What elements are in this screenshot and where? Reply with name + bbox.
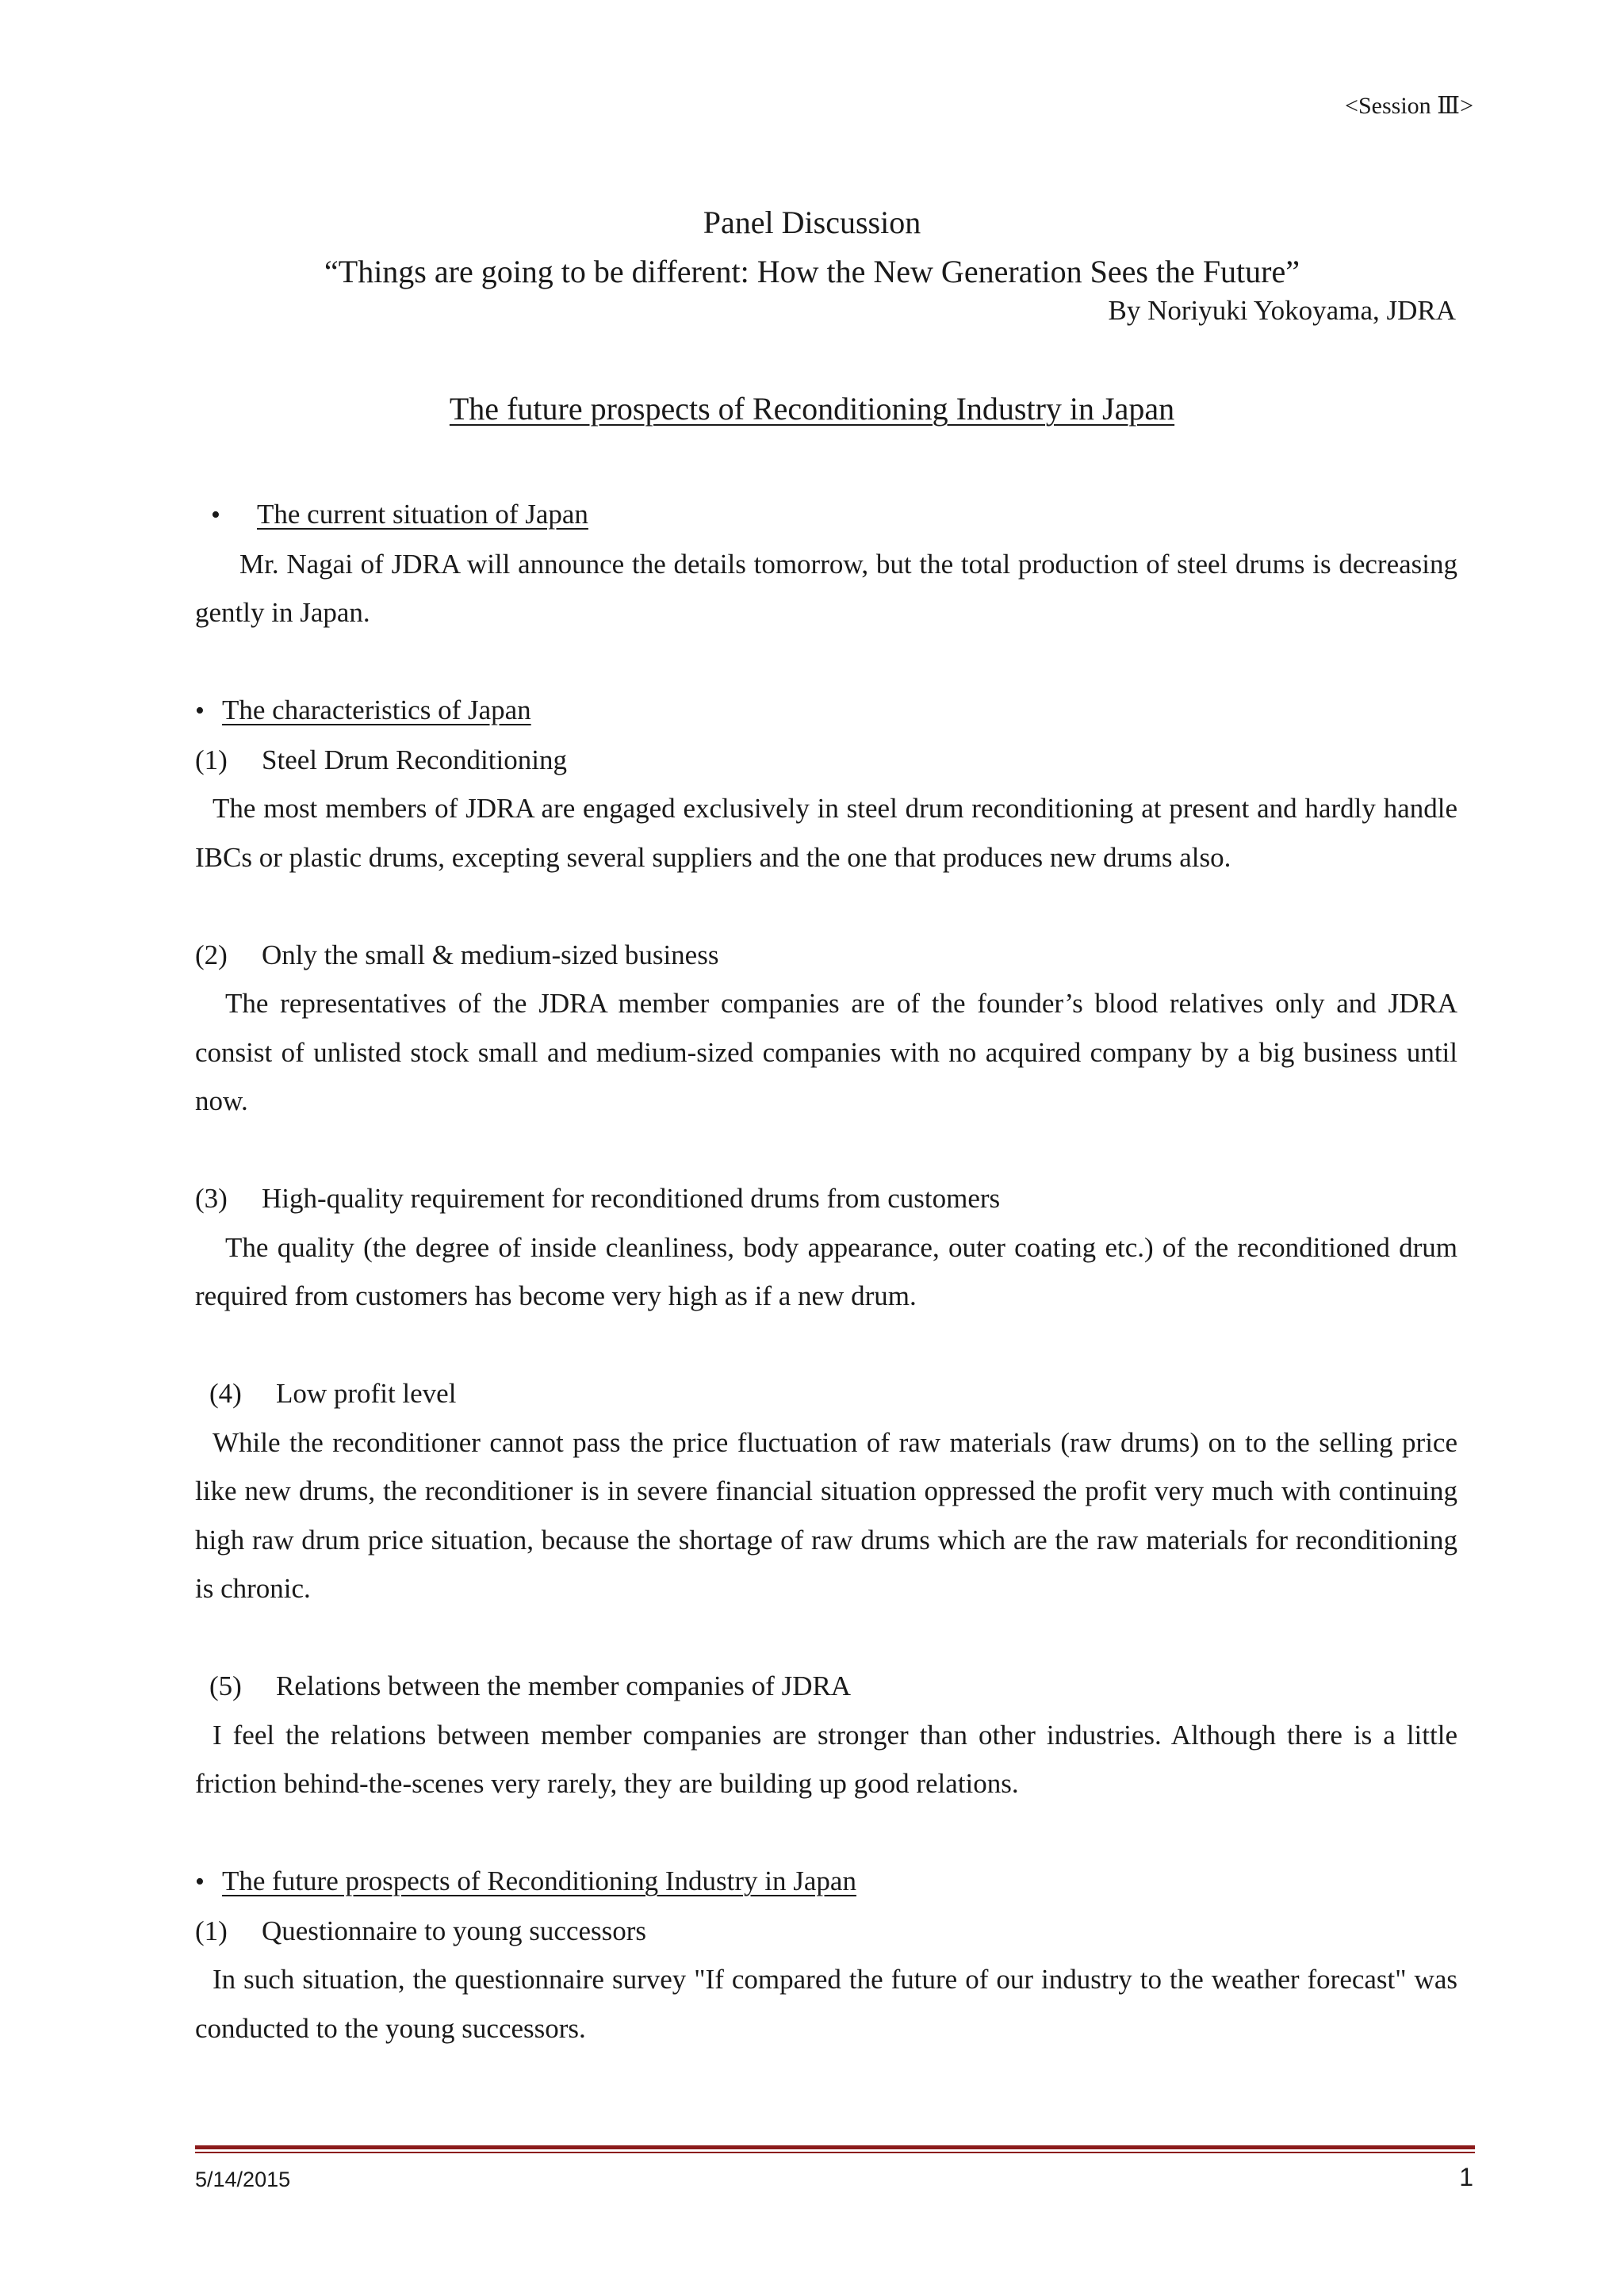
page-number: 1 bbox=[1459, 2163, 1473, 2191]
item-paragraph: The quality (the degree of inside cleanliness, body appearance, outer coating etc.) of the reconditioned drum required from customers has become very high as if a new drum. bbox=[195, 1231, 1457, 1311]
section-heading-future: • The future prospects of Reconditioning Industry in Japan bbox=[195, 1857, 1457, 1907]
footer-rule-thin bbox=[195, 2152, 1475, 2153]
main-heading: The future prospects of Reconditioning Industry in Japan bbox=[449, 391, 1175, 427]
bullet-icon: • bbox=[195, 696, 205, 725]
item-title: (1) Questionnaire to young successors bbox=[195, 1915, 647, 1946]
item-paragraph: I feel the relations between member companies are stronger than other industries. Although there is a little friction behind-the-scenes very rarely, they are building up good relations. bbox=[195, 1719, 1457, 1799]
title-block bbox=[0, 198, 1624, 297]
section-heading-characteristics: • The characteristics of Japan bbox=[195, 686, 1457, 736]
session-label: <Session Ⅲ> bbox=[1345, 93, 1473, 119]
title-line-2: “Things are going to be different: How the New Generation Sees the Future” bbox=[324, 254, 1300, 289]
title-line-1: Panel Discussion bbox=[703, 205, 921, 240]
footer-rule bbox=[195, 2145, 1475, 2149]
byline: By Noriyuki Yokoyama, JDRA bbox=[1108, 295, 1456, 326]
item-title: (5) Relations between the member companies of JDRA bbox=[209, 1670, 852, 1701]
paragraph-current: Mr. Nagai of JDRA will announce the details tomorrow, but the total production of steel drums is decreasing gently in Japan. bbox=[195, 548, 1457, 628]
item-title: (1) Steel Drum Reconditioning bbox=[195, 744, 567, 775]
item-title: (3) High-quality requirement for reconditioned drums from customers bbox=[195, 1183, 1001, 1214]
item-paragraph: In such situation, the questionnaire survey "If compared the future of our industry to the weather forecast" was conducted to the young successors. bbox=[195, 1964, 1457, 2044]
item-paragraph: The most members of JDRA are engaged exclusively in steel drum reconditioning at present and hardly handle IBCs or plastic drums, excepting several suppliers and the one that produces new drums also. bbox=[195, 793, 1457, 873]
item-title: (2) Only the small & medium-sized business bbox=[195, 939, 719, 970]
item-paragraph: The representatives of the JDRA member companies are of the founder’s blood relatives only and JDRA consist of unlisted stock small and medium-sized companies with no acquired company by a big business until now. bbox=[195, 988, 1457, 1116]
bullet-icon: • bbox=[195, 1867, 205, 1896]
section-heading-current: • The current situation of Japan bbox=[195, 490, 1457, 540]
bullet-icon: • bbox=[211, 500, 220, 530]
item-paragraph: While the reconditioner cannot pass the price fluctuation of raw materials (raw drums) on to the selling price like new drums, the reconditioner is in severe financial situation oppressed the profit very much with continuing high raw drum price situation, because the shortage of raw drums which are the raw materials for reconditioning is chronic. bbox=[195, 1426, 1457, 1604]
item-title: (4) Low profit level bbox=[209, 1378, 457, 1409]
document-body bbox=[195, 490, 1457, 2053]
footer-date: 5/14/2015 bbox=[195, 2168, 291, 2191]
